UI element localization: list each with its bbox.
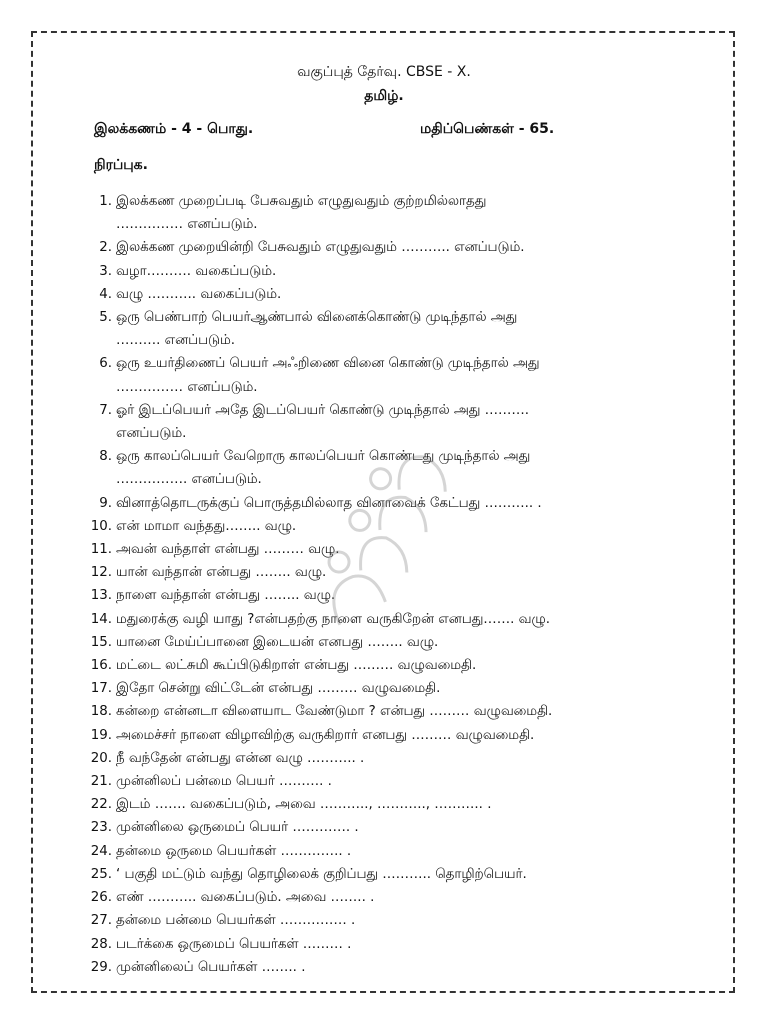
question-text: என் மாமா வந்தது…….. வழு. <box>116 518 297 534</box>
question-item <box>70 700 700 723</box>
question-text: யானை மேய்ப்பானை இடையன் எனபது …….. வழு. <box>116 634 439 650</box>
question-number: 19. <box>90 727 112 743</box>
question-number: 10. <box>90 518 112 534</box>
question-item <box>70 956 700 979</box>
question-item <box>70 306 700 352</box>
question-number: 7. <box>99 402 112 418</box>
question-text: முன்னிலப் பன்மை பெயர் ………. . <box>116 774 332 790</box>
question-number: 3. <box>99 263 112 279</box>
question-text: வழா………. வகைப்படும். <box>116 263 277 279</box>
question-number: 28. <box>90 936 112 952</box>
exam-title: வகுப்புத் தேர்வு. CBSE - X. <box>297 64 471 80</box>
question-text: ஒரு உயர்திணைப் பெயர் அஃறிணை வினை கொண்டு முடிந்தால் அது <box>116 356 540 372</box>
question-number: 22. <box>90 797 112 813</box>
question-text: ……………. எனப்படும். <box>116 472 262 488</box>
question-number: 21. <box>90 774 112 790</box>
question-text: இதோ சென்று விட்டேன் என்பது ……… வழுவமைதி. <box>116 681 441 697</box>
question-text: ‘ பகுதி மட்டும் வந்து தொழிலைக் குறிப்பது ……….. தொழிற்பெயர். <box>116 866 527 882</box>
question-number: 5. <box>99 310 112 326</box>
question-text: எனப்படும். <box>116 426 187 442</box>
question-text: மதுரைக்கு வழி யாது ?என்பதற்கு நாளை வருகிறேன் எனபது……. வழு. <box>116 611 550 627</box>
question-number: 27. <box>90 913 112 929</box>
question-text: எண் ……….. வகைப்படும். அவை …….. . <box>116 890 375 906</box>
question-number: 11. <box>90 542 112 558</box>
question-item <box>70 770 700 793</box>
question-item <box>70 747 700 770</box>
question-text: மட்டை லட்சுமி கூப்பிடுகிறாள் என்பது ……… வழுவமைதி. <box>116 658 477 674</box>
question-item <box>70 190 700 236</box>
question-text: முன்னிலைப் பெயர்கள் …….. . <box>116 959 306 975</box>
question-number: 18. <box>90 704 112 720</box>
section-title: நிரப்புக. <box>94 157 148 173</box>
question-text: இலக்கண முறைப்படி பேசுவதும் எழுதுவதும் குற்றமில்லாதது <box>116 194 487 209</box>
question-item <box>70 909 700 932</box>
question-number: 4. <box>99 286 112 302</box>
question-item <box>70 283 700 306</box>
question-item <box>70 840 700 863</box>
subject-title: தமிழ். <box>364 88 404 104</box>
question-number: 25. <box>90 866 112 882</box>
question-item <box>70 352 700 398</box>
question-text: ஒரு பெண்பாற் பெயர்ஆண்பால் வினைக்கொண்டு முடிந்தால் அது <box>116 310 518 326</box>
question-text: முன்னிலை ஒருமைப் பெயர் …………. . <box>116 820 359 836</box>
question-number: 8. <box>99 449 112 465</box>
question-item <box>70 260 700 283</box>
question-number: 26. <box>90 890 112 906</box>
question-number: 13. <box>90 588 112 604</box>
question-number: 24. <box>90 843 112 859</box>
question-number: 16. <box>90 658 112 674</box>
question-item <box>70 816 700 839</box>
question-number: 1. <box>99 194 112 209</box>
question-text: நீ வந்தேன் என்பது என்ன வழு ……….. . <box>116 750 365 766</box>
question-text: தன்மை பன்மை பெயர்கள் …………… . <box>116 913 356 929</box>
question-text: வழு ……….. வகைப்படும். <box>116 286 282 302</box>
question-text: கன்றை என்னடா விளையாட வேண்டுமா ? என்பது ……… வழுவமைதி. <box>116 704 553 720</box>
question-item <box>70 677 700 700</box>
question-text: வினாத்தொடருக்குப் பொருத்தமில்லாத வினாவைக் கேட்பது ……….. . <box>116 495 542 511</box>
question-text: அவன் வந்தாள் என்பது ……… வழு. <box>116 542 340 558</box>
question-number: 20. <box>90 750 112 766</box>
marks-label: மதிப்பெண்கள் - 65. <box>420 121 555 137</box>
question-text: படர்க்கை ஒருமைப் பெயர்கள் ……… . <box>116 936 352 952</box>
question-text: …………… எனப்படும். <box>116 379 258 395</box>
question-number: 12. <box>90 565 112 581</box>
question-number: 15. <box>90 634 112 650</box>
question-item <box>70 933 700 956</box>
topic-label: இலக்கணம் - 4 - பொது. <box>94 121 254 137</box>
question-item <box>70 236 700 259</box>
question-item <box>70 886 700 909</box>
question-number: 14. <box>90 611 112 627</box>
question-text: ………. எனப்படும். <box>116 333 236 349</box>
question-text: இலக்கண முறையின்றி பேசுவதும் எழுதுவதும் ……….. எனப்படும். <box>116 240 525 256</box>
question-item <box>70 654 700 677</box>
question-text: அமைச்சர் நாளை விழாவிற்கு வருகிறார் எனபது ……… வழுவமைதி. <box>116 727 535 743</box>
question-text: தன்மை ஒருமை பெயர்கள் ………….. . <box>116 843 352 859</box>
question-text: இடம் ……. வகைப்படும், அவை ……….., ……….., ……….. . <box>116 797 492 813</box>
question-number: 29. <box>90 959 112 975</box>
question-number: 6. <box>99 356 112 372</box>
question-text: ஒரு காலப்பெயர் வேறொரு காலப்பெயர் கொண்டது முடிந்தால் அது <box>116 449 531 465</box>
question-text: யான் வந்தான் என்பது …….. வழு. <box>116 565 327 581</box>
question-item <box>70 863 700 886</box>
question-item <box>70 793 700 816</box>
question-number: 9. <box>99 495 112 511</box>
question-text: நாளை வந்தான் என்பது …….. வழு. <box>116 588 336 604</box>
question-number: 2. <box>99 240 112 256</box>
question-number: 17. <box>90 681 112 697</box>
question-text: …………… எனப்படும். <box>116 217 258 233</box>
question-text: ஓர் இடப்பெயர் அதே இடப்பெயர் கொண்டு முடிந்தால் அது ………. <box>116 402 530 418</box>
question-number: 23. <box>90 820 112 836</box>
question-item <box>70 724 700 747</box>
